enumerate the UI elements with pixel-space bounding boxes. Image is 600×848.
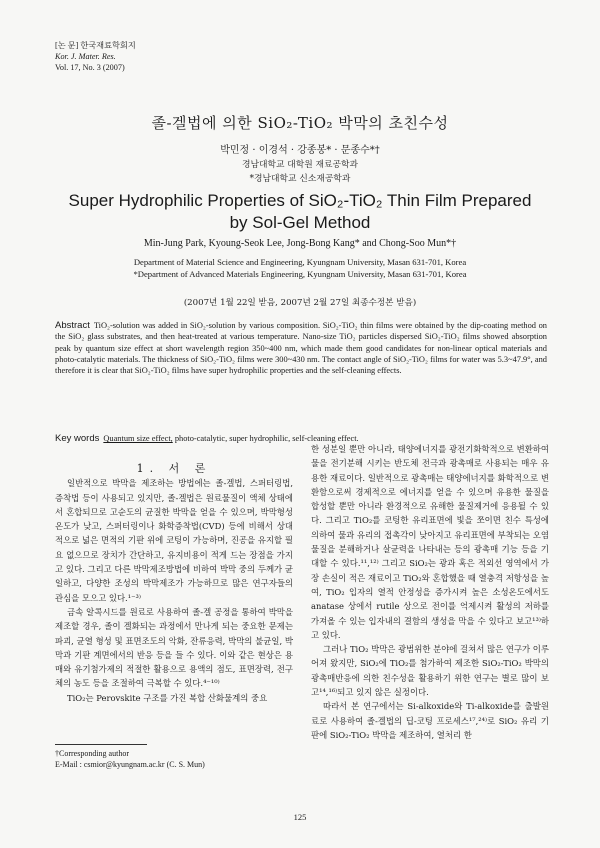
- abstract-text: TiO₂-solution was added in SiO₂-solution by various composition. SiO₂-TiO₂ thin films were obtained by the dip-coating method on the SiO₂ glass substrates, and then heat-treated at various temperature. Nano-size TiO₂ particles dispersed SiO₂-TiO₂ films showed absorption peak by quantum size effect at short wavelength region 350~400 nm, which made them good candidates for non-linear optical materials and photo-catalytic materials. The thickness of SiO₂-TiO₂ films were 300~430 nm. The contact angle of SiO₂-TiO₂ films for water was 5.3~47.9°, and therefore it is clear that SiO₂-TiO₂ films have super hydrophilic properties and the self-cleaning effects.: [55, 321, 547, 376]
- corresponding-author: †Corresponding author: [55, 749, 129, 758]
- page-number: 125: [293, 812, 307, 822]
- keywords-rest: photo-catalytic, super hydrophilic, self-cleaning effect.: [172, 434, 359, 443]
- received-dates: (2007년 1월 22일 받음, 2007년 2월 27일 최종수정본 받음): [183, 298, 417, 308]
- abstract-label: Abstract: [55, 320, 90, 331]
- keyword-first: Quantum size effect,: [103, 434, 173, 443]
- keywords-label: Key words: [55, 433, 100, 444]
- right-column: [311, 442, 549, 742]
- journal-volume: Vol. 17, No. 3 (2007): [55, 63, 125, 72]
- journal-header: [55, 40, 136, 73]
- footnote-rule: [55, 744, 147, 745]
- section-heading: 1. 서 론: [136, 462, 212, 475]
- corresponding-email: E-Mail : csmior@kyungnam.ac.kr (C. S. Mun): [55, 760, 205, 769]
- journal-name-en: Kor. J. Mater. Res.: [55, 52, 116, 61]
- title-english: Super Hydrophilic Properties of SiO₂-TiO₂ Thin Film Prepared by Sol-Gel Method: [68, 191, 532, 232]
- paragraph: TiO₂는 Perovskite 구조를 가진 복합 산화물계의 중요: [67, 692, 268, 703]
- affiliation-en-1: Department of Material Science and Engineering, Kyungnam University, Masan 631-701, Korea: [133, 257, 467, 267]
- affiliation-ko-2: *경남대학교 신소재공학과: [249, 174, 351, 184]
- footnote: [55, 748, 205, 770]
- abstract: [55, 320, 547, 376]
- paragraph: 그러나 TiO₂ 박막은 광범위한 분야에 걸쳐서 많은 연구가 이루어져 왔지만, SiO₂에 TiO₂를 첨가하여 제조한 SiO₂-TiO₂ 박막의 광촉매반응에 의한 친수성을 활용하기 위한 연구는 별로 많이 보고¹⁴,¹⁶⁾되고 있지 않은 실정이다.: [311, 644, 549, 698]
- left-column: [55, 462, 293, 705]
- affiliation-ko-1: 경남대학교 대학원 재료공학과: [241, 160, 359, 170]
- title-korean: 졸-겔법에 의한 SiO₂-TiO₂ 박막의 초친수성: [151, 114, 449, 132]
- affiliations-english: [0, 256, 600, 280]
- journal-name-ko: [논 문] 한국재료학회지: [55, 41, 136, 50]
- paragraph: 한 성분일 뿐만 아니라, 태양에너지를 광전기화학적으로 변환하여 물을 전기분해 시키는 반도체 전극과 광촉매로 사용되는 매우 유용한 재료이다. 일반적으로 광촉매는 태양에너지를 화학적으로 변환함으로써 경제적으로 에너지를 얻을 수 있으며 유용한 물질을 합성할 뿐만 아니라 환경적으로 유해한 물질제거에 응용될 수 있다. 그리고 TiO₂를 코팅한 유리표면에 빛을 쪼이면 친수 특성에 의하여 물과 유리의 접촉각이 낮아지고 유리표면에 부착되는 오염물질을 분해하거나 살균력을 나타내는 등의 광촉매 기능 등을 기대할 수 있다.¹¹,¹²⁾ 그리고 SiO₂는 광과 혹은 적외선 영역에서 가장 손실이 적은 재료이고 TiO₂와 혼합했을 때 열충격 저항성을 높여, TiO₂ 입자의 열적 안정성을 증가시켜 높은 소성온도에서도 anatase 상에서 rutile 상으로 전이를 억제시켜 활성의 저하를 가져올 수 있는 입자내의 결함의 생성을 막을 수 있다고 보고¹³⁾하고 있다.: [311, 444, 549, 640]
- authors-korean: 박민정 · 이경석 · 강종봉* · 문종수*†: [220, 145, 380, 156]
- authors-english: Min-Jung Park, Kyoung-Seok Lee, Jong-Bong Kang* and Chong-Soo Mun*†: [143, 238, 457, 249]
- paragraph: 따라서 본 연구에서는 Si-alkoxide와 Ti-alkoxide를 출발원료로 사용하여 졸-겔법의 딥-코팅 프로세스¹⁷,²⁴⁾로 SiO₂ 유리 기판에 SiO₂-TiO₂ 박막을 제조하여, 열처리 한: [311, 701, 549, 740]
- affiliation-en-2: *Department of Advanced Materials Engineering, Kyungnam University, Masan 631-701, Korea: [133, 269, 467, 279]
- affiliations-korean: [0, 158, 600, 186]
- paragraph: 일반적으로 박막을 제조하는 방법에는 졸-겔법, 스퍼터링법, 증착법 등이 사용되고 있지만, 졸-겔법은 원료물질이 액체 상태에서 혼합되므로 고순도의 균질한 박막을 얻을 수 있으며, 박막형성온도가 낮고, 스퍼터링이나 화학증착법(CVD) 등에 비해서 상대적으로 넓은 면적의 기판 위에 코팅이 가능하며, 진공을 유지할 필요 없으므로 장치가 간단하고, 유지비용이 적게 드는 장점을 가지고 있다. 그리고 다른 박막제조방법에 비하여 박막 중의 두께가 균일하고, 다양한 조성의 박막제조가 가능하므로 많은 연구자들의 관심을 모으고 있다.¹⁻³⁾: [55, 478, 293, 603]
- paragraph: 금속 알콕시드를 원료로 사용하여 졸-겔 공정을 통하여 박막을 제조할 경우, 졸이 겔화되는 과정에서 만나게 되는 중요한 문제는 파괴, 균열 형성 및 표면조도의 악화, 잔류응력, 박막의 불균일, 박막과 기판 계면에서의 반응 등을 들 수 있다. 이와 같은 현상은 용매와 유기첨가제의 적절한 활용으로 용액의 점도, 표면장력, 전구체의 농도 등을 조절하여 극복할 수 있다.⁴⁻¹⁰⁾: [55, 606, 293, 689]
